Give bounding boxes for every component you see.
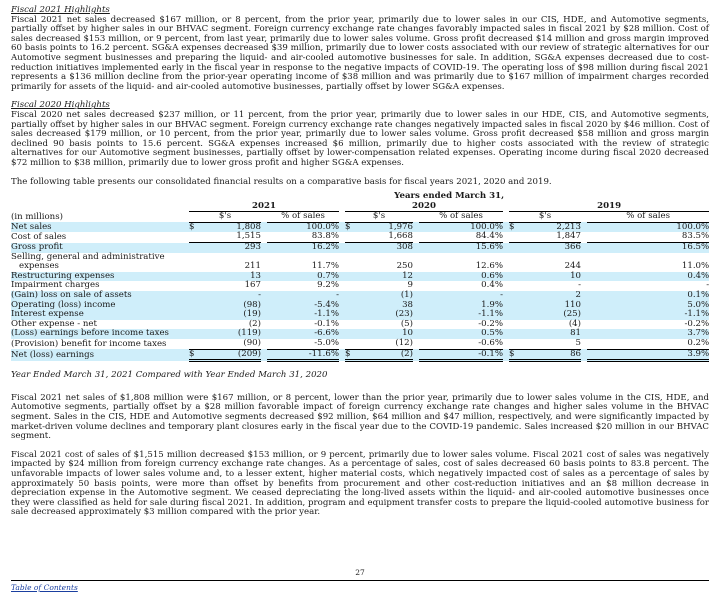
currency-sign: [509, 281, 519, 291]
currency-sign: [189, 291, 199, 301]
row-label: Operating (loss) income: [11, 301, 189, 311]
percent-cell: -: [267, 291, 339, 301]
net-sales-paragraph: Fiscal 2021 net sales of $1,808 million were $167 million, or 8 percent, lower than the prior year, primarily due to lower sales volume in the CIS, HDE, and Automotive segments, partially offset by a $28 million favorable impact of foreign currency exchange rate changes and higher sales volume in the BHVAC segment. Sales in the CIS, HDE and Automotive segments decreased $92 million, $64 million and $47 million, respectively, and were significantly impacted by market-driven volume declines and temporary plant closures early in the fiscal year due to the COVID-19 pandemic. Sales increased $20 million in our BHVAC segment.: [11, 392, 709, 442]
value-cell: 293: [199, 243, 261, 253]
value-cell: 211: [244, 261, 261, 272]
percent-cell: 3.9%: [587, 349, 709, 361]
value-cell: (2): [355, 349, 413, 361]
value-cell: 1,515: [199, 232, 261, 242]
value-cell: (209): [199, 349, 261, 361]
value-cell: 366: [519, 243, 581, 253]
value-cell: 13: [199, 272, 261, 282]
row-label: Net (loss) earnings: [11, 349, 189, 361]
year-header-2020: 2020: [345, 202, 503, 212]
value-cell: (1): [355, 291, 413, 301]
comparison-heading: Year Ended March 31, 2021 Compared with Year Ended March 31, 2020: [11, 370, 328, 381]
percent-cell: 11.0%: [681, 261, 710, 272]
value-cell: -: [578, 280, 581, 291]
currency-sign: $: [509, 222, 519, 232]
value-cell: -: [199, 291, 261, 301]
percent-cell: 0.5%: [419, 329, 503, 339]
value-cell: 1,847: [519, 232, 581, 242]
currency-sign: $: [345, 349, 355, 361]
col-dollars-2019: $'s: [509, 212, 581, 223]
percent-cell: -: [419, 291, 503, 301]
cost-of-sales-paragraph: Fiscal 2021 cost of sales of $1,515 million decreased $153 million, or 9 percent, primarily due to lower sales volume. Fiscal 2021 cost of sales was negatively impacted by $24 million from foreign currency exchange rate changes. As a percentage of sales, cost of sales decreased 60 basis points to 83.8 percent. The unfavorable impacts of lower sales volume and, to a lesser extent, higher material costs, which negatively impacted cost of sales as a percentage of sales by approximately 50 basis points, were more than offset by benefits from procurement and other cost-reduction initiatives and an $8 million decrease in depreciation expense in the Automotive segment. We ceased depreciating the long-lived assets within the liquid- and air-cooled automotive businesses once they were classified as held for sale during fiscal 2021. In addition, program and equipment transfer costs to prepare the liquid-cooled automotive business for sale decreased approximately $3 million compared with the prior year.: [11, 449, 709, 518]
value-cell: 10: [355, 329, 413, 339]
table-of-contents-link[interactable]: Table of Contents: [11, 583, 78, 592]
percent-cell: 0.6%: [419, 272, 503, 282]
row-label: Gross profit: [11, 243, 189, 253]
percent-cell: 100.0%: [419, 222, 503, 232]
currency-sign: [345, 339, 355, 349]
value-cell: (4): [568, 318, 581, 329]
percent-cell: 5.0%: [587, 301, 709, 311]
table-row: [11, 329, 709, 339]
percent-cell: 0.1%: [587, 291, 709, 301]
percent-cell: 9.2%: [317, 280, 339, 291]
table-row: [11, 262, 709, 272]
fiscal-2020-highlights-text: Fiscal 2020 net sales decreased $237 million, or 11 percent, from the prior year, primarily due to lower sales in our HDE, CIS, and Automotive segments, partially offset by higher sales in our BHVAC segment. Foreign currency exchange rate changes negatively impacted sales in fiscal 2020 by $46 million. Cost of sales decreased $179 million, or 10 percent, from the prior year, primarily due to lower sales volume. Gross profit decreased $58 million and gross margin declined 90 basis points to 15.6 percent. SG&A expenses increased $6 million, primarily due to higher costs associated with the review of strategic alternatives for our Automotive segment businesses, partially offset by lower-compensation related expenses. Operating income during fiscal 2020 decreased $72 million to $38 million, primarily due to lower gross profit and higher SG&A expenses.: [11, 109, 709, 168]
value-cell: 9: [407, 280, 413, 291]
value-cell: (98): [199, 301, 261, 311]
value-cell: (2): [248, 318, 261, 329]
value-cell: 167: [244, 280, 261, 291]
currency-sign: [189, 329, 199, 339]
value-cell: 1,808: [199, 222, 261, 232]
row-label: (Loss) earnings before income taxes: [11, 329, 189, 339]
percent-cell: 16.2%: [267, 243, 339, 253]
currency-sign: [509, 291, 519, 301]
page-number: 27: [355, 568, 365, 577]
table-row: [11, 222, 709, 232]
value-cell: 86: [519, 349, 581, 361]
currency-sign: [509, 243, 519, 253]
percent-cell: -1.1%: [419, 310, 503, 320]
currency-sign: [345, 243, 355, 253]
col-dollars-2021: $'s: [189, 212, 261, 223]
value-cell: (119): [199, 329, 261, 339]
percent-cell: 0.4%: [481, 280, 503, 291]
row-label-continued: expenses: [19, 261, 59, 272]
row-label: Cost of sales: [11, 231, 67, 242]
currency-sign: [509, 232, 519, 242]
percent-cell: 16.5%: [587, 243, 709, 253]
percent-cell: -0.6%: [419, 339, 503, 349]
currency-sign: [189, 320, 199, 330]
value-cell: (5): [400, 318, 413, 329]
percent-cell: 3.7%: [587, 329, 709, 339]
percent-cell: 0.4%: [587, 272, 709, 282]
percent-cell: -0.2%: [684, 318, 710, 329]
percent-cell: 0.7%: [267, 272, 339, 282]
currency-sign: [345, 320, 355, 330]
currency-sign: [189, 281, 199, 291]
value-cell: (23): [355, 310, 413, 320]
value-cell: (25): [519, 310, 581, 320]
row-label: Net sales: [11, 222, 189, 232]
document-body: [11, 6, 709, 518]
table-row: [11, 339, 709, 349]
value-cell: 110: [519, 301, 581, 311]
percent-cell: 0.2%: [587, 339, 709, 349]
value-cell: 12: [355, 272, 413, 282]
currency-sign: [509, 272, 519, 282]
currency-sign: [345, 301, 355, 311]
currency-sign: [345, 262, 355, 272]
percent-cell: -0.1%: [419, 349, 503, 361]
value-cell: 2: [519, 291, 581, 301]
percent-cell: -1.1%: [267, 310, 339, 320]
footer-divider: [11, 580, 709, 581]
table-row: [11, 232, 709, 242]
currency-sign: [345, 272, 355, 282]
currency-sign: [189, 310, 199, 320]
percent-cell: -1.1%: [587, 310, 709, 320]
row-label: (Provision) benefit for income taxes: [11, 338, 167, 349]
percent-cell: 12.6%: [475, 261, 503, 272]
table-intro: The following table presents our consolidated financial results on a comparative basis for fiscal years 2021, 2020 and 2019.: [11, 176, 552, 187]
units-label: (in millions): [11, 211, 63, 222]
currency-sign: [509, 329, 519, 339]
percent-cell: 84.4%: [419, 232, 503, 242]
fiscal-2020-highlights-heading: Fiscal 2020 Highlights: [11, 100, 110, 111]
currency-sign: $: [345, 222, 355, 232]
table-row: [11, 253, 709, 263]
currency-sign: [509, 339, 519, 349]
percent-cell: -: [706, 280, 710, 291]
percent-cell: 83.5%: [587, 232, 709, 242]
currency-sign: [189, 243, 199, 253]
row-label: Interest expense: [11, 310, 189, 320]
value-cell: 1,668: [355, 232, 413, 242]
currency-sign: [189, 339, 199, 349]
col-pct-2020: % of sales: [419, 212, 503, 223]
currency-sign: [189, 262, 199, 272]
percent-cell: -0.1%: [314, 318, 339, 329]
value-cell: (19): [199, 310, 261, 320]
currency-sign: [345, 232, 355, 242]
currency-sign: [189, 232, 199, 242]
currency-sign: $: [189, 349, 199, 361]
percent-cell: -0.2%: [478, 318, 503, 329]
value-cell: 38: [355, 301, 413, 311]
row-label: Restructuring expenses: [11, 272, 189, 282]
col-pct-2021: % of sales: [267, 212, 339, 223]
table-row: [11, 310, 709, 320]
value-cell: 244: [564, 261, 581, 272]
percent-cell: 15.6%: [419, 243, 503, 253]
table-row: [11, 272, 709, 282]
value-cell: 250: [396, 261, 413, 272]
fiscal-2021-highlights-text: Fiscal 2021 net sales decreased $167 million, or 8 percent, from the prior year, primarily due to lower sales in our CIS, HDE, and Automotive segments, partially offset by higher sales in our BHVAC segment. Foreign currency exchange rate changes favorably impacted sales in fiscal 2021 by $28 million. Cost of sales decreased $153 million, or 9 percent, from last year, primarily due to lower sales volume. Gross profit decreased $14 million and gross margin improved 60 basis points to 16.2 percent. SG&A expenses decreased $39 million, primarily due to lower costs associated with our review of strategic alternatives for our Automotive segment businesses and preparing the liquid- and air-cooled automotive businesses for sale. In addition, SG&A expenses decreased due to cost-reduction initiatives implemented early in the fiscal year in response to the negative impacts of COVID-19. The operating loss of $98 million during fiscal 2021 represents a $136 million decline from the prior-year operating income of $38 million and was primarily due to $167 million of impairment charges recorded primarily for assets of the liquid- and air-cooled automotive businesses, partially offset by lower SG&A expenses.: [11, 14, 709, 92]
currency-sign: [189, 272, 199, 282]
percent-cell: -11.6%: [267, 349, 339, 361]
currency-sign: [509, 320, 519, 330]
value-cell: 5: [519, 339, 581, 349]
financial-results-table: [11, 192, 709, 362]
percent-cell: 100.0%: [587, 222, 709, 232]
percent-cell: -6.6%: [267, 329, 339, 339]
row-label: (Gain) loss on sale of assets: [11, 291, 189, 301]
value-cell: 2,213: [519, 222, 581, 232]
currency-sign: [509, 310, 519, 320]
row-label: Selling, general and administrative: [11, 251, 165, 262]
currency-sign: [345, 281, 355, 291]
value-cell: (90): [199, 339, 261, 349]
currency-sign: [345, 291, 355, 301]
percent-cell: 11.7%: [311, 261, 339, 272]
table-row: [11, 301, 709, 311]
row-label: Other expense - net: [11, 318, 97, 329]
value-cell: (12): [355, 339, 413, 349]
value-cell: 10: [519, 272, 581, 282]
years-ended-header: Years ended March 31,: [394, 191, 505, 202]
percent-cell: -5.4%: [267, 301, 339, 311]
currency-sign: $: [189, 222, 199, 232]
col-pct-2019: % of sales: [587, 212, 709, 223]
currency-sign: [509, 301, 519, 311]
percent-cell: 83.8%: [267, 232, 339, 242]
value-cell: 308: [355, 243, 413, 253]
currency-sign: [509, 262, 519, 272]
year-header-2021: 2021: [189, 202, 339, 212]
row-label: Impairment charges: [11, 280, 100, 291]
year-header-2019: 2019: [509, 202, 709, 212]
currency-sign: [345, 310, 355, 320]
percent-cell: 100.0%: [267, 222, 339, 232]
percent-cell: -5.0%: [267, 339, 339, 349]
table-row: [11, 349, 709, 361]
percent-cell: 1.9%: [419, 301, 503, 311]
currency-sign: [345, 329, 355, 339]
fiscal-2021-highlights-heading: Fiscal 2021 Highlights: [11, 5, 110, 15]
currency-sign: $: [509, 349, 519, 361]
col-dollars-2020: $'s: [345, 212, 413, 223]
currency-sign: [189, 301, 199, 311]
value-cell: 1,976: [355, 222, 413, 232]
value-cell: 81: [519, 329, 581, 339]
